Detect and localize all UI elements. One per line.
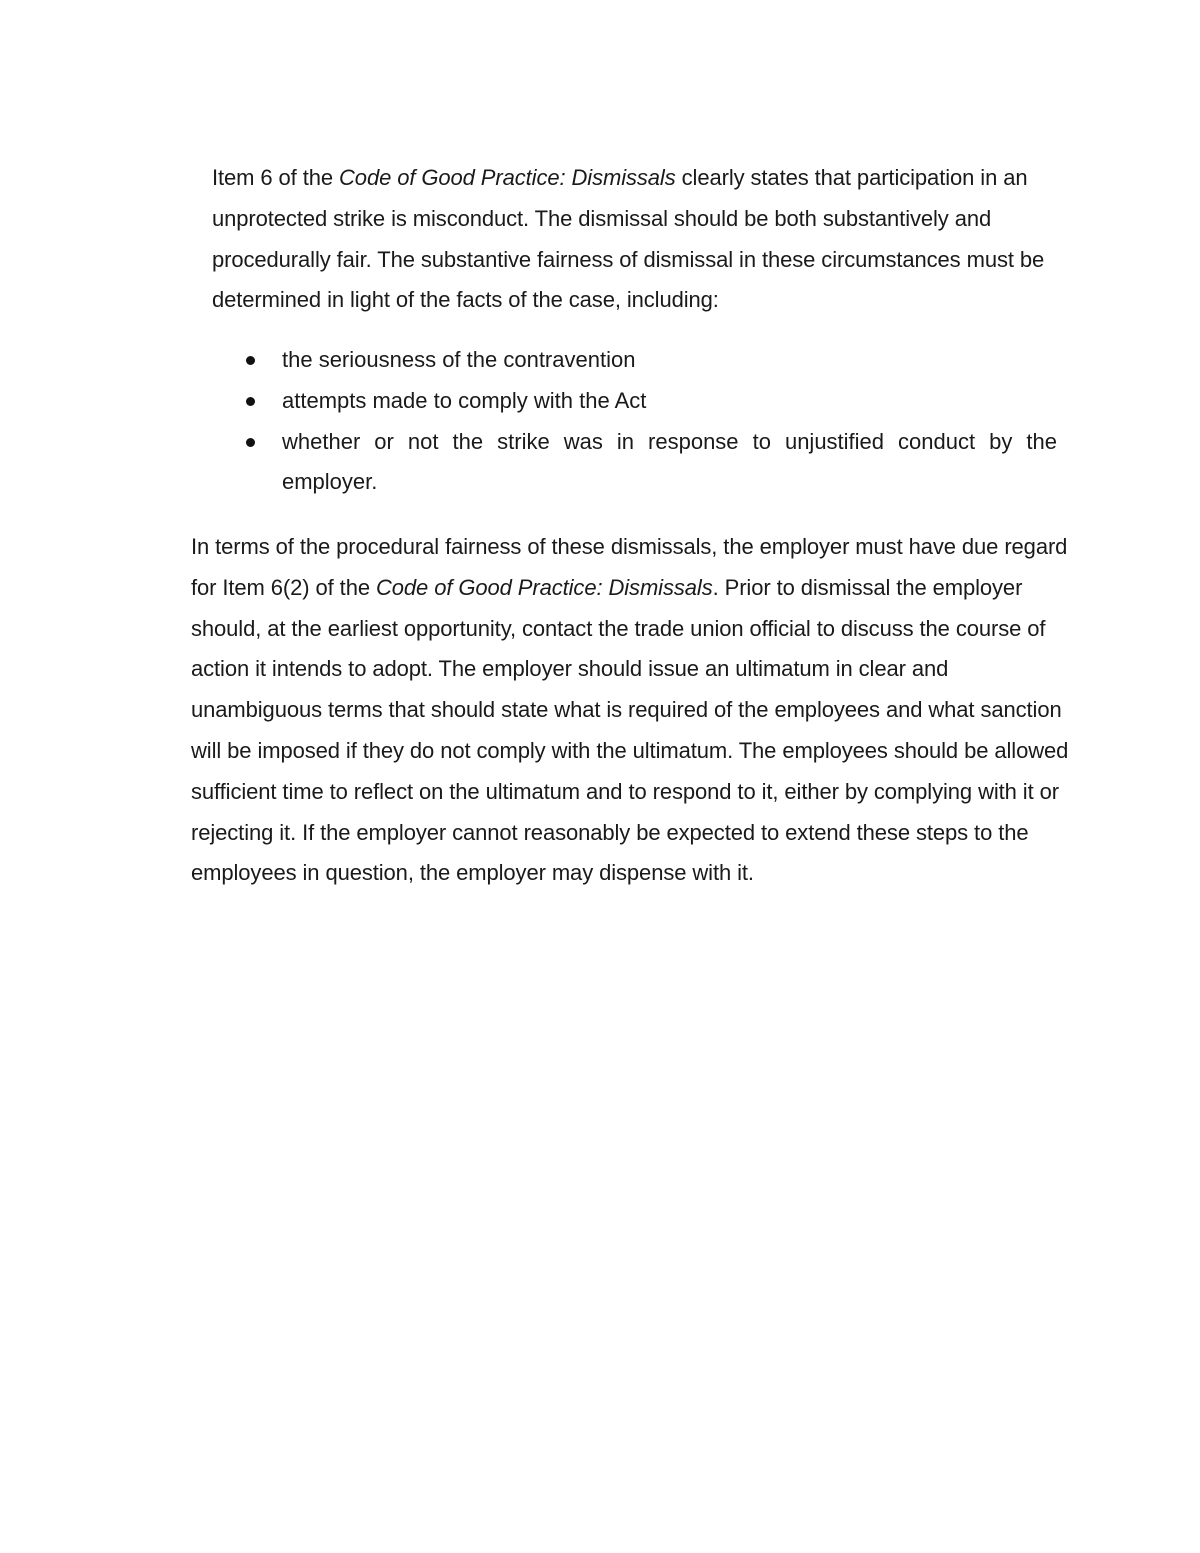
bullet-item [242, 381, 1057, 422]
code-title-italic: Code of Good Practice: Dismissals [339, 165, 676, 190]
bullet-text: attempts made to comply with the Act [282, 387, 647, 413]
bullet-item [242, 340, 1057, 381]
bullet-text: the seriousness of the contravention [282, 347, 636, 372]
bullet-item [242, 422, 1057, 504]
bullet-icon [246, 356, 255, 365]
procedural-text-rest: . Prior to dismissal the employer should, at the earliest opportunity, contact the trade union official to discuss the course of action it intends to adopt. The employer should issue an ultimatum in clear and unambiguous terms that should state what is required of the employees and what sanction will be imposed if they do not comply with the ultimatum. The employees should be allowed sufficient time to reflect on the ultimatum and to respond to it, either by complying with it or rejecting it. If the employer cannot reasonably be expected to extend these steps to the employees in question, the employer may dispense with it. [191, 574, 1069, 886]
bullet-text: whether or not the strike was in response to unjustified conduct by the employer. [282, 428, 1057, 495]
procedural-text-start: In terms of the procedural fairness of these dismissals, the employer must have due regard for Item 6(2) of the [191, 534, 1068, 600]
factors-bullet-list [242, 340, 1057, 503]
intro-text-start: Item 6 of the [212, 165, 340, 190]
bullet-icon [246, 438, 255, 447]
intro-text-rest: clearly states that participation in an unprotected strike is misconduct. The dismissal should be both substantively and procedurally fair. The substantive fairness of dismissal in these circumstances must be determined in light of the facts of the case, including: [212, 165, 1045, 313]
intro-paragraph [212, 158, 1072, 321]
bullet-icon [246, 397, 255, 406]
code-title-italic: Code of Good Practice: Dismissals [375, 574, 713, 600]
procedural-fairness-paragraph [191, 527, 1071, 894]
